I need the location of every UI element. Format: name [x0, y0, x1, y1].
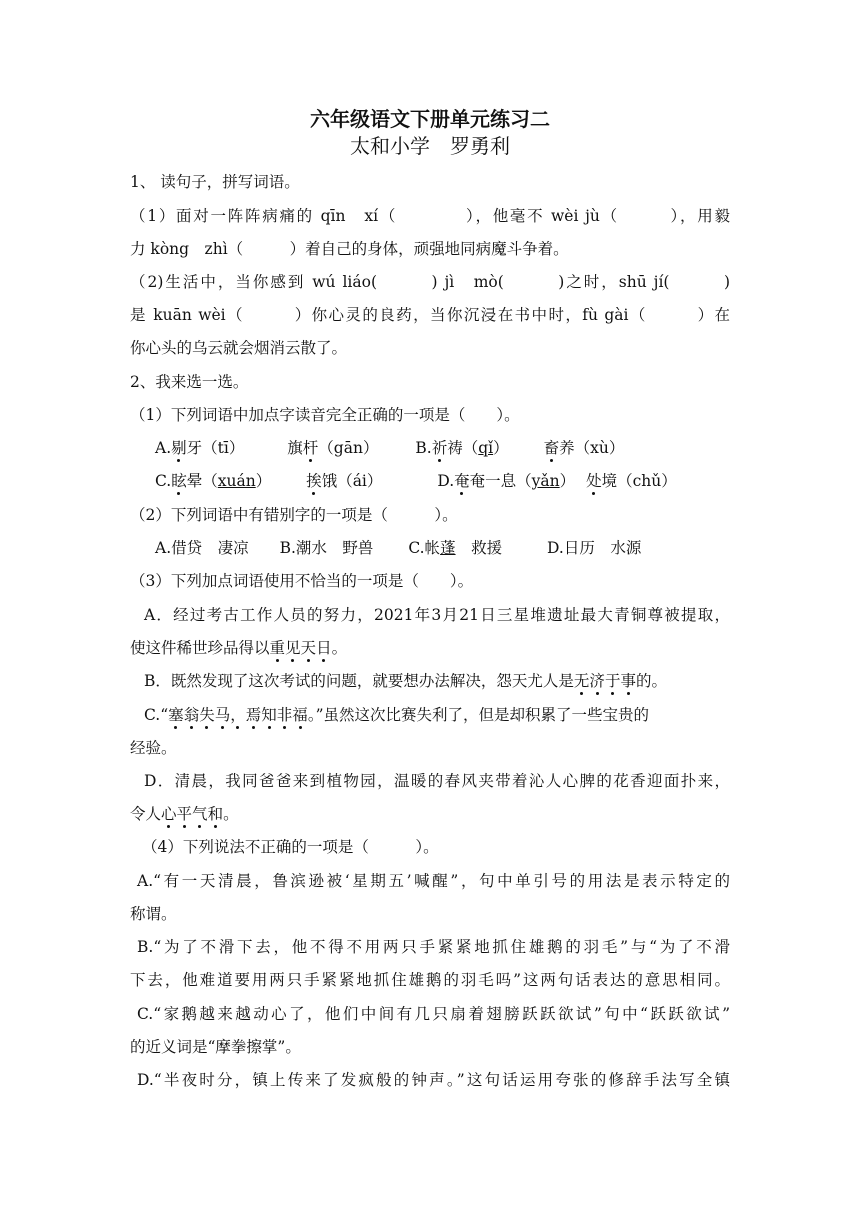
q2-s4-b-line1: B.“为了不滑下去，他不得不用两只手紧紧地抓住雄鹅的羽毛”与“为了不滑 [137, 938, 730, 956]
option-b-label: B. [415, 439, 432, 457]
dotted-char: 马 [214, 706, 231, 724]
underlined-pinyin: qǐ [478, 439, 494, 457]
dotted-char: 平 [176, 805, 193, 823]
q2-s3-d-line2: 令人心平气和。 [130, 805, 239, 823]
dotted-char: 处 [586, 472, 602, 490]
q2-s3-stem: （3）下列加点词语使用不恰当的一项是（ ）。 [130, 572, 474, 590]
q2-s3-a-line2: 使这件稀世珍品得以重见天日。 [130, 639, 348, 657]
q2-heading: 2、我来选一选。 [130, 373, 249, 391]
q2-s4-b-line2: 下去，他难道要用两只手紧紧地抓住雄鹅的羽毛吗”这两句话表达的意思相同。 [130, 971, 730, 989]
option-a: A.借贷 凄凉 [155, 539, 249, 557]
dotted-char: 非 [276, 706, 293, 724]
q1-p2-line3: 你心头的乌云就会烟消云散了。 [130, 339, 348, 357]
q2-s1-stem: （1）下列词语中加点字读音完全正确的一项是（ ）。 [130, 406, 520, 424]
q1-heading: 1、 读句子，拼写词语。 [130, 173, 300, 191]
q1-p1-line2: 力 kòng zhì（ ）着自己的身体，顽强地同病魔斗争着。 [130, 240, 569, 258]
q2-s3-c-line1: C.“塞翁失马，焉知非福。”虽然这次比赛失利了，但是却积累了一些宝贵的 [144, 706, 649, 724]
q2-s3-b-line1: B．既然发现了这次考试的问题，就要想办法解决，怨天尤人是无济于事的。 [144, 672, 667, 690]
dotted-char: 天 [300, 639, 317, 657]
q2-s4-a-line1: A.“有一天清晨，鲁滨逊被‘星期五’喊醒”，句中单引号的用法是表示特定的 [137, 872, 730, 890]
dotted-char: 济 [589, 672, 605, 690]
q2-s2-stem: （2）下列词语中有错别字的一项是（ ）。 [130, 506, 458, 524]
q1-p1-line1: （1）面对一阵阵病痛的 qīn xí（ ），他毫不 wèi jù（ ），用毅 [130, 207, 730, 225]
q2-s4-d-line1: D.“半夜时分，镇上传来了发疯般的钟声。”这句话运用夸张的修辞手法写全镇 [137, 1071, 730, 1089]
dotted-char: 挨 [306, 472, 322, 490]
dotted-char: 失 [199, 706, 215, 724]
q2-s3-a-line1: A．经过考古工作人员的努力，2021年3月21日三星堆遗址最大青铜尊被提取， [144, 606, 730, 624]
q1-p2-line2: 是 kuān wèi（ ）你心灵的良药，当你沉浸在书中时，fù gài（ ）在 [130, 306, 730, 324]
dotted-char: 见 [285, 639, 301, 657]
underlined-pinyin: xuán [217, 472, 256, 490]
dotted-char: 气 [192, 805, 208, 823]
dotted-char: 焉 [245, 706, 262, 724]
dotted-char: 日 [316, 639, 332, 657]
option-c: C.帐 [408, 539, 441, 557]
q2-s3-c-line2: 经验。 [130, 739, 177, 757]
option-d: D.日历 水源 [547, 539, 642, 557]
q2-s4-c-line1: C.“家鹅越来越动心了，他们中间有几只扇着翅膀跃跃欲试”句中“跃跃欲试” [137, 1005, 730, 1023]
dotted-char: 心 [161, 805, 177, 823]
school-author: 太和小学 罗勇利 [350, 134, 510, 158]
option-d-label: D. [437, 472, 455, 490]
dotted-char: 剔 [171, 439, 187, 457]
dotted-char: 福 [292, 706, 308, 724]
dotted-char: 事 [620, 672, 636, 690]
dotted-char: 畜 [543, 439, 560, 457]
dotted-char: 于 [604, 672, 621, 690]
page-title: 六年级语文下册单元练习二 [310, 107, 550, 131]
dotted-char: 和 [207, 805, 224, 823]
dotted-char: 眩 [171, 472, 187, 490]
q2-s3-d-line1: D．清晨，我同爸爸来到植物园，温暖的春风夹带着沁人心脾的花香迎面扑来， [144, 772, 730, 790]
q2-s2-options: A.借贷 凄凉 B.潮水 野兽 C.帐蓬 救援 D.日历 水源 [155, 539, 642, 557]
option-b: B.潮水 野兽 [279, 539, 374, 557]
option-a-label: A. [155, 439, 172, 457]
dotted-char: 无 [573, 672, 590, 690]
option-c-label: C. [155, 472, 172, 490]
q2-s1-options-row2: C.眩晕（xuán） 挨饿（ái） D.奄奄一息（yǎn） 处境（chǔ） [155, 472, 677, 490]
underlined-pinyin: yǎn [531, 472, 560, 490]
q2-s4-stem: （4）下列说法不正确的一项是（ ）。 [142, 838, 439, 856]
q1-p2-line1: （2)生活中，当你感到 wú liáo( ) jì mò( )之时，shū jí( ) [130, 273, 730, 291]
dotted-char: 奄 [454, 472, 470, 490]
dotted-char: 祈 [431, 439, 448, 457]
q2-s4-c-line2: 的近义词是“摩拳擦掌”。 [130, 1038, 301, 1056]
dotted-char: 翁 [183, 706, 200, 724]
q2-s1-options-row1: A.剔牙（tī） 旗杆（gān） B.祈祷（qǐ） 畜养（xù） [155, 439, 625, 457]
dotted-char: 塞 [168, 706, 184, 724]
dotted-char: 知 [261, 706, 277, 724]
underlined-char: 蓬 [440, 539, 456, 557]
q2-s4-a-line2: 称谓。 [130, 905, 177, 923]
dotted-char: 杆 [302, 439, 319, 457]
dotted-char: 重 [269, 639, 286, 657]
dotted-char: ， [230, 706, 246, 724]
